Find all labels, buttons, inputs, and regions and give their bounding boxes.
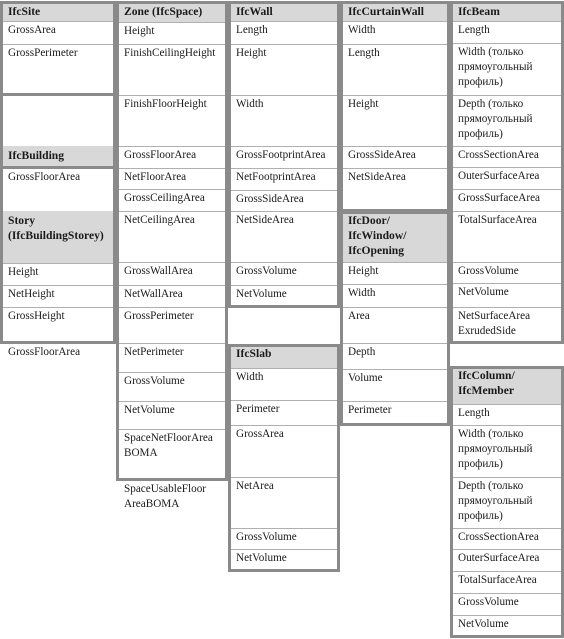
row-divider	[1, 343, 115, 344]
row-divider	[229, 262, 339, 263]
quantity-ifcspace: GrossCeilingArea	[117, 189, 227, 211]
quantity-ifcspace: GrossFloorArea	[117, 146, 227, 168]
quantity-ifcspace: FinishCeilingHeight	[117, 44, 227, 95]
quantity-ifccolumn: CrossSectionArea	[451, 528, 563, 549]
row-divider	[451, 283, 563, 284]
row-divider	[341, 168, 449, 169]
row-divider	[451, 477, 563, 478]
quantity-ifcspace: GrossWallArea	[117, 262, 227, 285]
quantity-ifcbeam: GrossSurfaceArea	[451, 189, 563, 211]
quantity-ifcwall: Length	[229, 21, 339, 44]
row-divider	[117, 189, 227, 190]
quantity-ifcwall: NetSideArea	[229, 211, 339, 262]
row-divider	[117, 146, 227, 147]
quantity-ifccolumn: GrossVolume	[451, 593, 563, 615]
quantity-ifcspace: Height	[117, 22, 227, 44]
section-header-ifcslab: IfcSlab	[229, 344, 339, 368]
quantity-ifcspace: NetPerimeter	[117, 343, 227, 372]
quantity-ifcslab: Width	[229, 368, 339, 400]
row-divider	[229, 400, 339, 401]
quantity-ifcspace: NetWallArea	[117, 285, 227, 307]
quantity-ifcspace: SpaceUsableFloor AreaBOMA	[117, 480, 227, 512]
row-divider	[117, 262, 227, 263]
quantity-ifcwall: NetFootprintArea	[229, 168, 339, 190]
row-divider	[117, 429, 227, 430]
row-divider	[1, 307, 115, 308]
row-divider	[117, 401, 227, 402]
quantity-ifcsite: GrossPerimeter	[1, 44, 115, 95]
row-divider	[117, 480, 227, 481]
quantity-ifcdoor: Volume	[341, 369, 449, 401]
row-divider	[117, 211, 227, 212]
quantity-ifccurtainwall: Height	[341, 95, 449, 146]
quantity-ifcspace: NetVolume	[117, 401, 227, 429]
row-divider	[117, 44, 227, 45]
quantity-ifccolumn: Length	[451, 404, 563, 425]
row-divider	[229, 168, 339, 169]
section-header-ifcbeam: IfcBeam	[451, 2, 563, 21]
row-divider	[229, 368, 339, 369]
quantity-ifcwall: GrossFootprintArea	[229, 146, 339, 168]
quantity-ifcbeam: CrossSectionArea	[451, 146, 563, 167]
quantity-ifccurtainwall: Length	[341, 44, 449, 95]
row-divider	[117, 22, 227, 23]
row-divider	[1, 263, 115, 264]
row-divider	[229, 549, 339, 550]
row-divider	[1, 44, 115, 45]
quantity-ifcbeam: Length	[451, 21, 563, 43]
quantity-ifcdoor: Width	[341, 284, 449, 307]
row-divider	[451, 211, 563, 212]
row-divider	[451, 571, 563, 572]
row-divider	[341, 401, 449, 402]
quantity-ifcspace: GrossPerimeter	[117, 307, 227, 343]
row-divider	[451, 425, 563, 426]
row-divider	[341, 307, 449, 308]
quantity-ifcbeam: NetSurfaceArea ExrudedSide	[451, 307, 563, 343]
row-divider	[341, 284, 449, 285]
row-divider	[229, 477, 339, 478]
quantity-ifcbeam: Depth (только прямоугольный профиль)	[451, 95, 563, 146]
quantity-ifcwall: Width	[229, 95, 339, 146]
quantity-ifcspace: NetFloorArea	[117, 168, 227, 189]
row-divider	[451, 528, 563, 529]
quantity-ifccolumn: Depth (только прямоугольный профиль)	[451, 477, 563, 528]
section-header-ifccolumn: IfcColumn/ IfcMember	[451, 366, 563, 404]
row-divider	[117, 307, 227, 308]
row-divider	[117, 285, 227, 286]
row-divider	[451, 189, 563, 190]
row-divider	[229, 21, 339, 22]
quantity-ifccurtainwall: Width	[341, 21, 449, 44]
row-divider	[451, 307, 563, 308]
quantity-ifcspace: GrossVolume	[117, 372, 227, 401]
row-divider	[341, 146, 449, 147]
quantity-ifcsite: GrossArea	[1, 21, 115, 44]
quantity-story: NetHeight	[1, 285, 115, 307]
quantity-ifcdoor: Perimeter	[341, 401, 449, 425]
row-divider	[451, 549, 563, 550]
row-divider	[1, 168, 115, 169]
row-divider	[117, 95, 227, 96]
section-header-ifcwall: IfcWall	[229, 2, 339, 21]
row-divider	[451, 95, 563, 96]
section-header-ifcspace: Zone (IfcSpace)	[117, 2, 227, 22]
section-header-story: Story (IfcBuildingStorey)	[1, 211, 115, 263]
quantity-ifcbeam: OuterSurfaceArea	[451, 167, 563, 189]
quantity-story: GrossFloorArea	[1, 343, 115, 360]
row-divider	[229, 95, 339, 96]
row-divider	[341, 262, 449, 263]
row-divider	[341, 21, 449, 22]
row-divider	[451, 615, 563, 616]
quantity-ifcbeam: GrossVolume	[451, 262, 563, 283]
row-divider	[341, 95, 449, 96]
section-header-ifccurtainwall: IfcCurtainWall	[341, 2, 449, 21]
row-divider	[229, 146, 339, 147]
quantity-ifcwall: NetVolume	[229, 285, 339, 307]
row-divider	[341, 44, 449, 45]
quantity-ifcslab: NetVolume	[229, 549, 339, 571]
quantity-ifcbeam: NetVolume	[451, 283, 563, 307]
row-divider	[117, 343, 227, 344]
row-divider	[1, 21, 115, 22]
quantity-ifcspace: SpaceNetFloorArea BOMA	[117, 429, 227, 480]
row-divider	[451, 593, 563, 594]
quantity-ifcspace: NetCeilingArea	[117, 211, 227, 262]
quantity-ifccolumn: TotalSurfaceArea	[451, 571, 563, 593]
row-divider	[229, 44, 339, 45]
row-divider	[451, 167, 563, 168]
quantity-ifcwall: GrossVolume	[229, 262, 339, 285]
row-divider	[341, 369, 449, 370]
quantity-ifccolumn: Width (только прямоугольный профиль)	[451, 425, 563, 477]
quantity-ifcslab: GrossArea	[229, 425, 339, 477]
row-divider	[229, 190, 339, 191]
row-divider	[451, 146, 563, 147]
quantity-ifcslab: NetArea	[229, 477, 339, 528]
quantity-ifcbeam: TotalSurfaceArea	[451, 211, 563, 262]
section-header-ifcbuilding: IfcBuilding	[1, 146, 115, 168]
row-divider	[229, 285, 339, 286]
quantity-ifcdoor: Height	[341, 262, 449, 284]
quantity-ifccurtainwall: GrossSideArea	[341, 146, 449, 168]
quantity-ifcbuilding: GrossFloorArea	[1, 168, 115, 185]
row-divider	[117, 168, 227, 169]
row-divider	[451, 21, 563, 22]
quantity-ifcbeam: Width (только прямоугольный профиль)	[451, 43, 563, 95]
quantity-ifccurtainwall: NetSideArea	[341, 168, 449, 211]
row-divider	[1, 285, 115, 286]
row-divider	[229, 528, 339, 529]
row-divider	[229, 211, 339, 212]
quantity-ifcslab: GrossVolume	[229, 528, 339, 549]
row-divider	[451, 43, 563, 44]
quantity-story: Height	[1, 263, 115, 285]
section-header-ifcdoor: IfcDoor/ IfcWindow/ IfcOpening	[341, 211, 449, 262]
row-divider	[451, 404, 563, 405]
quantity-ifcwall: GrossSideArea	[229, 190, 339, 211]
row-divider	[341, 343, 449, 344]
quantity-ifccolumn: OuterSurfaceArea	[451, 549, 563, 571]
section-header-ifcsite: IfcSite	[1, 2, 115, 21]
quantity-ifcdoor: Area	[341, 307, 449, 343]
quantity-ifcslab: Perimeter	[229, 400, 339, 425]
quantity-ifcwall: Height	[229, 44, 339, 95]
row-divider	[229, 425, 339, 426]
quantity-story: GrossHeight	[1, 307, 115, 343]
quantity-ifcdoor: Depth	[341, 343, 449, 369]
quantity-ifccolumn: NetVolume	[451, 615, 563, 637]
row-divider	[451, 262, 563, 263]
row-divider	[117, 372, 227, 373]
quantity-ifcspace: FinishFloorHeight	[117, 95, 227, 146]
